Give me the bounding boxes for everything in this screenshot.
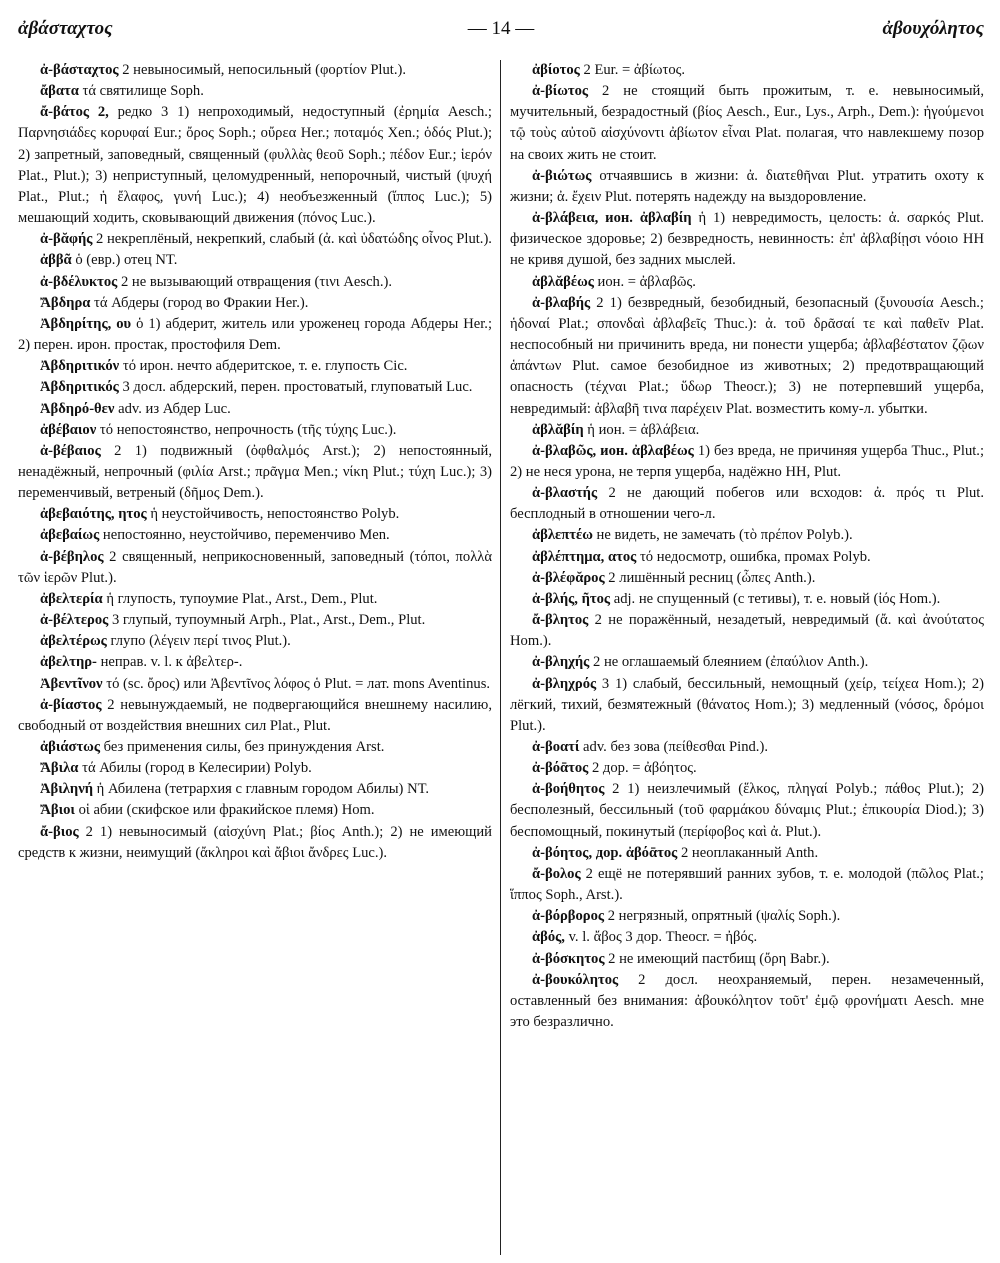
dictionary-entry xyxy=(18,293,492,314)
entry-definition: 3 досл. абдерский, перен. простоватый, глуповатый Luc. xyxy=(118,379,473,396)
dictionary-entry xyxy=(18,441,492,504)
right-column xyxy=(510,60,984,1255)
entry-definition: редко 3 1) непроходимый, недоступный (ἐρημία Aesch.; Παρνησιάδες κορυφαί Eur.; ὄρος Soph.; οὔρεα Her.; ποταμός Xen.; ὁδός Plut.); 2) запретный, заповедный, священный (φυλλὰς θεοῦ Soph.; πέδον Eur.; ἱερόν Plat., Plut.); 3) неприступный, целомудренный, непорочный, чистый (ψυχή Plat., Plut.; ἡ ἔλαφος, γυνή Luc.); 4) необъезженный (ἵππος Luc.); 5) мешающий ходить, сковывающий движения (πόνος Luc.). xyxy=(18,104,492,227)
dictionary-entry xyxy=(510,589,984,610)
entry-headword: ἀβιάστως xyxy=(40,739,100,755)
entry-definition: 2 Eur. = ἀβίωτος. xyxy=(579,62,686,78)
entry-definition: τά святилище Soph. xyxy=(78,83,204,100)
dictionary-entry xyxy=(18,250,492,271)
entry-headword: ἀ-βλαστής xyxy=(532,485,598,502)
dictionary-entry xyxy=(18,589,492,610)
entry-headword: Ἀβεντῖνον xyxy=(40,675,103,692)
dictionary-entry xyxy=(510,420,984,441)
entry-definition: 2 некреплёный, некрепкий, слабый (ἀ. καὶ ὑδατώδης οἶνος Plut.). xyxy=(92,231,492,248)
entry-headword: ἀ-βληχής xyxy=(532,654,590,671)
entry-headword: ἀ-βέβηλος xyxy=(40,548,104,565)
dictionary-entry xyxy=(18,779,492,800)
entry-headword: ἀ-βίωτος xyxy=(532,83,589,100)
entry-headword: ἀβελτερία xyxy=(40,590,103,607)
column-divider xyxy=(500,60,501,1255)
dictionary-entry xyxy=(18,695,492,737)
entry-definition: 2 невыносимый, непосильный (φορτίον Plut.). xyxy=(118,62,406,78)
entry-headword: ἀ-βδέλυκτος xyxy=(40,273,118,290)
entry-headword: ἀ-βόρβορος xyxy=(532,908,605,925)
entry-headword: ἀ-βέβαιος xyxy=(40,442,101,459)
dictionary-entry xyxy=(510,81,984,166)
entry-headword: ἀβλέπτημα, ατος xyxy=(532,548,637,565)
dictionary-entry xyxy=(18,547,492,589)
entry-definition: 1) без вреда, не причиняя ущерба Thuc., Plut.; 2) не неся урона, не терпя ущерба, надёжно HH, Plut. xyxy=(510,442,984,480)
entry-definition: adv. без зова (πείθεσθαι Pind.). xyxy=(579,739,768,755)
dictionary-entry xyxy=(510,864,984,906)
dictionary-entry xyxy=(18,737,492,758)
entry-headword: Ἄβδηρα xyxy=(40,294,91,311)
entry-definition: ἡ ион. = ἀβλάβεια. xyxy=(583,421,700,438)
header-last-headword: ἀβουχόλητος xyxy=(882,18,984,39)
entry-definition: τό непостоянство, непрочность (τῆς τύχης Luc.). xyxy=(96,421,397,438)
dictionary-entry xyxy=(510,843,984,864)
dictionary-entry xyxy=(510,293,984,420)
entry-headword: ἀβίοτος xyxy=(532,62,580,78)
entry-headword: ἄ-βιος xyxy=(40,823,79,840)
entry-headword: ἀβλεπτέω xyxy=(532,527,593,544)
entry-definition: 2 священный, неприкосновенный, заповедный (τόποι, πολλὰ τῶν ἱερῶν Plut.). xyxy=(18,548,492,586)
entry-definition: 2 лишённый ресниц (ὦπες Anth.). xyxy=(604,569,816,586)
dictionary-entry xyxy=(18,822,492,864)
entry-headword: ἀ-βοήθητος xyxy=(532,781,605,798)
left-column xyxy=(18,60,492,1255)
entry-definition: τό ирон. нечто абдеритское, т. е. глупость Cic. xyxy=(119,358,408,375)
dictionary-entry xyxy=(510,737,984,758)
entry-headword: ἀ-βίαστος xyxy=(40,696,102,713)
dictionary-entry xyxy=(18,356,492,377)
dictionary-entry xyxy=(18,229,492,250)
entry-headword: ἀβός, xyxy=(532,929,565,946)
entry-headword: ἀ-βλέφᾰρος xyxy=(532,569,605,586)
entry-headword: ἀ-βλάβεια, ион. ἀβλαβίη xyxy=(532,210,692,227)
entry-definition: ион. = ἀβλαβῶς. xyxy=(593,273,696,290)
entry-definition: 2 не поражённый, незадетый, невредимый (ἄ. καὶ ἀνούτατος Hom.). xyxy=(510,612,984,650)
entry-definition: ὁ (евр.) отец NT. xyxy=(71,252,178,269)
entry-headword: Ἄβιοι xyxy=(40,802,75,819)
entry-headword: Ἀβδηρό-θεν xyxy=(40,400,115,417)
entry-headword: ἀββᾶ xyxy=(40,252,72,269)
entry-definition: 2 негрязный, опрятный (ψαλίς Soph.). xyxy=(604,908,841,925)
entry-definition: глупо (λέγειν περί τινος Plut.). xyxy=(106,633,291,650)
entry-definition: τό (sc. ὄρος) или Ἀβεντῖνος λόφος ὁ Plut. = лат. mons Aventinus. xyxy=(102,675,491,692)
entry-definition: без применения силы, без принуждения Arst. xyxy=(100,739,385,755)
entry-definition: ἡ глупость, тупоумие Plat., Arst., Dem., Plut. xyxy=(102,590,378,607)
page-number: — 14 — xyxy=(467,18,535,39)
dictionary-entry xyxy=(18,610,492,631)
dictionary-entry xyxy=(510,568,984,589)
dictionary-entry xyxy=(18,504,492,525)
entry-definition: v. l. ἄβος 3 дор. Theocr. = ἠβός. xyxy=(564,929,758,946)
entry-headword: Ἀβδηριτικόν xyxy=(40,358,120,375)
dictionary-entry xyxy=(510,652,984,673)
entry-definition: ἡ неустойчивость, непостоянство Polyb. xyxy=(146,506,400,523)
dictionary-entry xyxy=(18,314,492,356)
entry-definition: 2 1) неизлечимый (ἕλκος, πληγαί Polyb.; πάθος Plut.); 2) бесполезный, бессильный (τοῦ φαρμάκου δύναμις Plut.; ἐπικουρία Diod.); 3) беспомощный, покинутый (περίφοβος καὶ ἀ. Plut.). xyxy=(510,781,984,840)
dictionary-entry xyxy=(510,208,984,271)
entry-headword: ἀβλᾰβίη xyxy=(532,421,584,438)
entry-definition: 2 1) безвредный, безобидный, безопасный (ξυνουσία Aesch.; ἡδοναί Plat.; σπονδαὶ ἀβλαβεῖς Thuc.): ἀ. τοῦ δρᾶσαί τε καὶ παθεῖν Plat. неспособный ни причинить вреда, ни понести ущерба; ἀβλαβέστατον ζῷων ἁπάντων Plut. самое безобидное из животных; 2) предотвращающий опасность (τέχναι Plat.; ὕδωρ Theocr.); 3) не потерпевший ущерба, невредимый: ἀβλαβῆ τινα παρέχειν Plat. возместить кому-л. убытки. xyxy=(510,294,984,417)
entry-definition: τά Абдеры (город во Фракии Her.). xyxy=(90,294,309,311)
dictionary-entry xyxy=(510,272,984,293)
entry-definition: 2 не оглашаемый блеянием (ἐπαύλιον Anth.). xyxy=(589,654,869,671)
dictionary-entry xyxy=(510,547,984,568)
entry-headword: ἀ-βιώτως xyxy=(532,167,592,184)
entry-definition: ἡ Абилена (тетрархия с главным городом Абилы) NT. xyxy=(93,781,430,798)
entry-definition: отчаявшись в жизни: ἀ. διατεθῆναι Plut. утратить охоту к жизни; ἀ. ἔχειν Plut. потерять надежду на выздоровление. xyxy=(510,167,984,205)
header-first-headword: ἀβάσταχτος xyxy=(18,18,113,39)
entry-definition: 2 досл. неохраняемый, перен. незамеченный, оставленный без внимания: ἀβουκόλητον τοῦτ' ἐμῷ φρονήματι Aesch. мне это безразлично. xyxy=(510,971,984,1031)
entry-headword: ἀ-βλής, ῆτος xyxy=(532,590,611,607)
entry-headword: ἀ-βληχρός xyxy=(532,675,597,692)
entry-definition: adj. не спущенный (с тетивы), т. е. новый (ἰός Hom.). xyxy=(610,590,941,607)
dictionary-entry xyxy=(510,927,984,948)
entry-definition: неправ. v. l. к ἀβελτερ-. xyxy=(96,654,243,671)
dictionary-entry xyxy=(510,441,984,483)
entry-definition: οἱ абии (скифское или фракийское племя) Hom. xyxy=(74,802,375,819)
entry-headword: Ἀβδηριτικός xyxy=(40,379,119,396)
dictionary-entry xyxy=(510,906,984,927)
dictionary-entry xyxy=(510,60,984,81)
entry-definition: adv. из Абдер Luc. xyxy=(114,400,231,417)
entry-definition: 2 дор. = ἀβόητος. xyxy=(588,760,697,777)
dictionary-entry xyxy=(18,525,492,546)
entry-headword: ἀ-βάσταχτος xyxy=(40,62,119,78)
dictionary-entry xyxy=(18,399,492,420)
dictionary-entry xyxy=(18,272,492,293)
entry-definition: 3 1) слабый, бессильный, немощный (χείρ, τείχεα Hom.); 2) лёгкий, тихий, безмятежный (θάνατος Hom.); 3) медленный (νόσος, δρόμοι Plut.). xyxy=(510,675,984,734)
dictionary-entry xyxy=(18,81,492,102)
two-column-body xyxy=(18,60,984,1255)
entry-headword: ἄβατα xyxy=(40,83,79,100)
entry-headword: ἀ-βλαβής xyxy=(532,294,591,311)
dictionary-entry xyxy=(18,758,492,779)
entry-definition: 2 ещё не потерявший ранних зубов, т. е. молодой (πῶλος Plat.; ἵππος Soph., Arst.). xyxy=(510,865,984,904)
dictionary-entry xyxy=(18,102,492,229)
running-header xyxy=(18,10,984,44)
entry-headword: ἀβλᾰβέως xyxy=(532,273,594,290)
entry-headword: Ἄβιλα xyxy=(40,760,79,777)
entry-definition: 2 неоплаканный Anth. xyxy=(677,844,819,861)
entry-headword: ἄ-βολος xyxy=(532,865,581,882)
dictionary-entry xyxy=(18,631,492,652)
entry-headword: Ἀβδηρίτης, ου xyxy=(40,315,132,332)
dictionary-entry xyxy=(18,800,492,821)
entry-headword: ἀ-βᾰφής xyxy=(40,231,93,248)
entry-headword: ἀβεβαίως xyxy=(40,527,100,544)
entry-definition: ἡ 1) невредимость, целость: ἀ. σαρκός Plut. физическое здоровье; 2) безвредность, невинность: ἐπ' ἀβλαβίῃσι νόοιο HH не кривя душой, без задних мыслей. xyxy=(510,210,984,269)
dictionary-entry xyxy=(510,483,984,525)
dictionary-entry xyxy=(510,674,984,737)
entry-headword: ἀ-βουκόλητος xyxy=(532,971,619,988)
entry-headword: ἀ-βόᾱτος xyxy=(532,760,589,777)
entry-headword: ἄ-βάτος 2, xyxy=(40,104,109,121)
entry-headword: Ἀβιληνή xyxy=(40,781,94,798)
dictionary-entry xyxy=(510,525,984,546)
entry-definition: непостоянно, неустойчиво, переменчиво Men. xyxy=(99,527,390,544)
dictionary-page xyxy=(18,10,984,1258)
entry-definition: 2 1) невыносимый (αἰσχύνη Plat.; βίος Anth.); 2) не имеющий средств к жизни, неимущий (ἄκληροι καὶ ἄβιοι ἄνδρες Luc.). xyxy=(18,823,492,861)
entry-headword: ἀβελτέρως xyxy=(40,633,107,650)
entry-definition: 2 невынуждаемый, не подвергающийся внешнему насилию, свободный от воздействия внешних сил Plat., Plut. xyxy=(18,696,492,734)
dictionary-entry xyxy=(510,166,984,208)
dictionary-entry xyxy=(18,420,492,441)
entry-definition: 2 не стоящий быть прожитым, т. е. невыносимый, мучительный, безрадостный (βίος Aesch., Eur., Lys., Arph., Dem.): ἡγούμενοι τῷ τοὺς αὐτοῦ αἰσχύνοντι ἀβίωτον εἶναι Plat. полагая, что навлекшему позор на своих жить не стоит. xyxy=(510,83,984,163)
dictionary-entry xyxy=(18,674,492,695)
dictionary-entry xyxy=(510,970,984,1033)
dictionary-entry xyxy=(510,758,984,779)
entry-definition: 2 не вызывающий отвращения (τινι Aesch.). xyxy=(117,273,393,290)
dictionary-entry xyxy=(18,377,492,398)
dictionary-entry xyxy=(18,652,492,673)
entry-definition: ὁ 1) абдерит, житель или уроженец города Абдеры Her.; 2) перен. ирон. простак, простофиля Dem. xyxy=(18,315,492,354)
entry-headword: ἀβελτηρ- xyxy=(40,654,97,671)
dictionary-entry xyxy=(510,779,984,842)
dictionary-entry xyxy=(510,610,984,652)
entry-definition: 2 не имеющий пастбищ (ὄρη Babr.). xyxy=(604,950,830,967)
entry-headword: ἀ-βλαβῶς, ион. ἀβλαβέως xyxy=(532,442,694,459)
entry-definition: 2 1) подвижный (ὀφθαλμός Arst.); 2) непостоянный, ненадёжный, непрочный (φιλία Arst.; πρᾶγμα Men.; νίκη Plut.; τύχη Luc.); 3) переменчивый, ветреный (δῆμος Dem.). xyxy=(18,442,492,502)
entry-headword: ἀ-βέλτερος xyxy=(40,612,109,629)
entry-headword: ἀ-βόητος, дор. ἀβόᾱτος xyxy=(532,844,678,861)
entry-headword: ἀ-βόσκητος xyxy=(532,950,605,967)
dictionary-entry xyxy=(510,949,984,970)
entry-definition: τά Абилы (город в Келесирии) Polyb. xyxy=(78,760,312,777)
entry-headword: ἀ-βοατί xyxy=(532,739,580,755)
dictionary-entry xyxy=(18,60,492,81)
entry-headword: ἀβέβαιον xyxy=(40,421,97,438)
entry-definition: не видеть, не замечать (τὸ πρέπον Polyb.). xyxy=(592,527,853,544)
entry-definition: 3 глупый, тупоумный Arph., Plat., Arst., Dem., Plut. xyxy=(108,612,426,629)
entry-headword: ἄ-βλητος xyxy=(532,612,589,629)
entry-definition: τό недосмотр, ошибка, промах Polyb. xyxy=(636,548,871,565)
entry-definition: 2 не дающий побегов или всходов: ἀ. πρός τι Plut. бесплодный в отношении чего-л. xyxy=(510,485,984,523)
entry-headword: ἀβεβαιότης, ητος xyxy=(40,506,147,523)
